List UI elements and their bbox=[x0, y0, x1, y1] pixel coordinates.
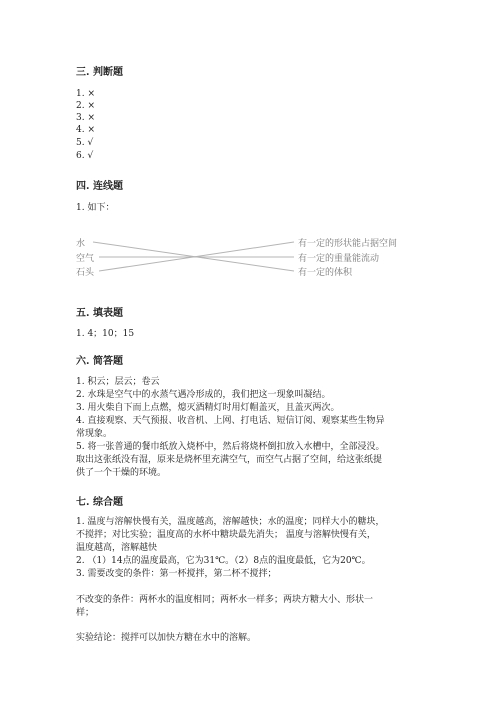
match-right-volume: 有一定的体积 bbox=[298, 268, 353, 278]
section6-line-5: 常现象。 bbox=[76, 429, 113, 439]
section6-line-3: 3. 用火柴自下而上点燃，熄灭酒精灯时用灯帽盖灭，且盖灭两次。 bbox=[76, 403, 340, 413]
section7-line-1: 1. 温度与溶解快慢有关，温度越高，溶解越快；水的温度；同样大小的糖块， bbox=[76, 517, 385, 527]
section3-item-6: 6. √ bbox=[76, 151, 94, 161]
section3-item-5: 5. √ bbox=[76, 138, 94, 148]
match-right-weight: 有一定的重量能流动 bbox=[298, 254, 380, 264]
match-left-stone: 石头 bbox=[76, 268, 95, 278]
section6-line-8: 供了一个干燥的环境。 bbox=[76, 468, 167, 478]
section7-block-2 bbox=[76, 594, 424, 620]
section6-line-1: 1. 积云；层云；卷云 bbox=[76, 377, 160, 387]
section3-item-4: 4. × bbox=[76, 125, 95, 135]
section6-line-4: 4. 直接观察、天气预报、收音机、上网、打电话、短信订阅、观察某些生物异 bbox=[76, 416, 385, 426]
section7-line-2: 不搅拌；对比实验；温度高的水杯中糖块最先消失； 温度与溶解快慢有关， bbox=[76, 530, 376, 540]
section7-block-3 bbox=[76, 632, 424, 645]
match-left-water: 水 bbox=[76, 239, 86, 249]
section5-title: 五. 填表题 bbox=[76, 308, 123, 319]
section7-title: 七. 综合题 bbox=[76, 497, 123, 508]
section7-line-6: 不改变的条件：两杯水的温度相同；两杯水一样多；两块方糖大小、形状一 bbox=[76, 595, 374, 605]
section4-intro: 1. 如下： bbox=[76, 203, 115, 213]
section3-item-2: 2. × bbox=[76, 101, 95, 111]
section4-title: 四. 连线题 bbox=[76, 181, 123, 192]
section7-line-5: 3. 需要改变的条件：第一杯搅拌，第二杯不搅拌； bbox=[76, 569, 277, 579]
section5-answer: 1. 4；10；15 bbox=[76, 329, 135, 339]
section3-title: 三. 判断题 bbox=[76, 67, 123, 78]
section7-line-8: 实验结论：搅拌可以加快方糖在水中的溶解。 bbox=[76, 633, 257, 643]
section6-body bbox=[76, 376, 424, 480]
section6-line-2: 2. 水珠是空气中的水蒸气遇冷形成的，我们把这一现象叫凝结。 bbox=[76, 390, 331, 400]
match-left-air: 空气 bbox=[76, 254, 95, 264]
section6-title: 六. 简答题 bbox=[76, 356, 123, 367]
section7-line-3: 温度越高，溶解越快 bbox=[76, 543, 158, 553]
section3-item-1: 1. × bbox=[76, 89, 95, 99]
section7-line-7: 样； bbox=[76, 608, 95, 618]
section3-item-3: 3. × bbox=[76, 113, 95, 123]
section6-line-7: 取出这张纸没有湿，原来是烧杯里充满空气，而空气占据了空间，给这张纸提 bbox=[76, 455, 383, 465]
section7-block-1 bbox=[76, 516, 424, 581]
section7-line-4: 2. （1）14点的温度最高，它为31℃。（2）8点的温度最低，它为20℃。 bbox=[76, 556, 371, 566]
match-right-shape: 有一定的形状能占据空间 bbox=[298, 239, 398, 249]
section6-line-6: 5. 将一张普通的餐巾纸放入烧杯中，然后将烧杯倒扣放入水槽中，全部浸没。 bbox=[76, 442, 385, 452]
